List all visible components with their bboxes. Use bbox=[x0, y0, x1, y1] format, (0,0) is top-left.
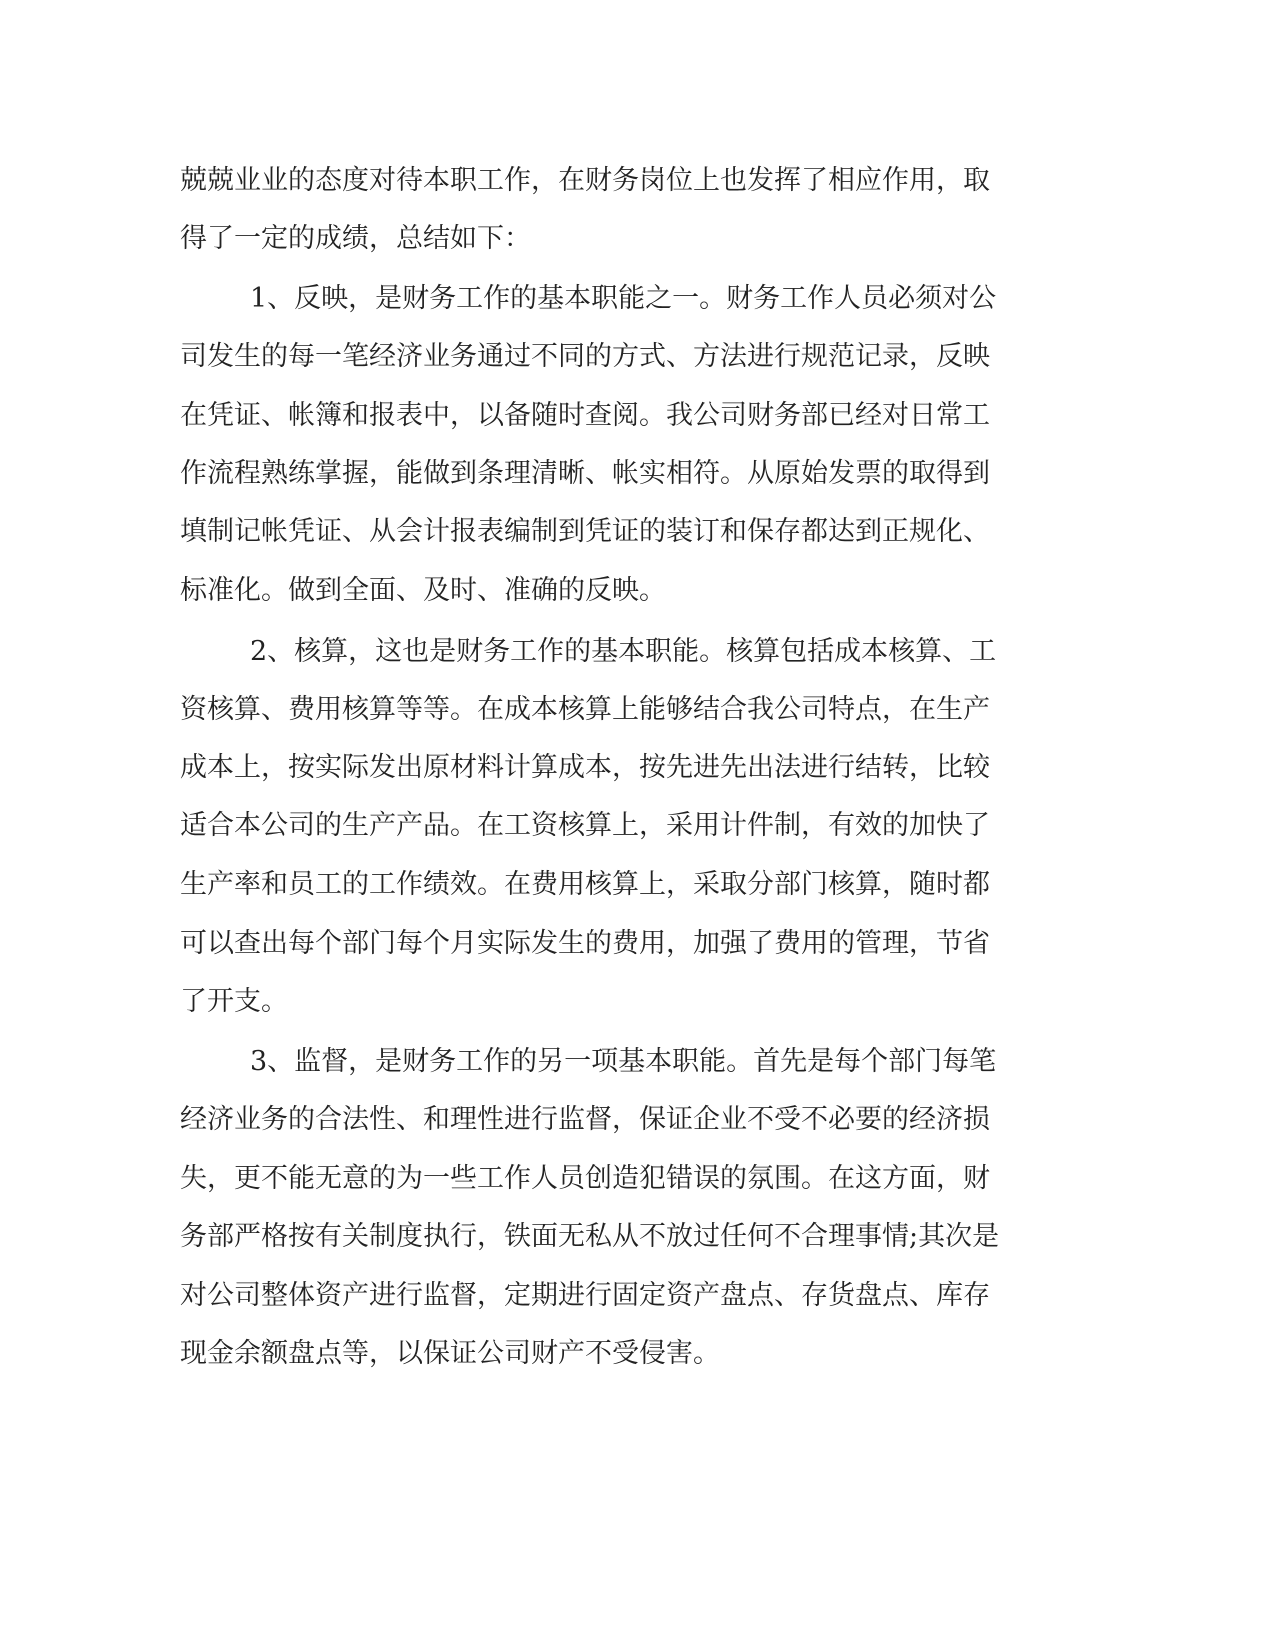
text-line: 在凭证、帐簿和报表中，以备随时查阅。我公司财务部已经对日常工 bbox=[180, 400, 990, 431]
text-line: 兢兢业业的态度对待本职工作，在财务岗位上也发挥了相应作用，取 bbox=[180, 165, 990, 196]
text-line: 3、监督，是财务工作的另一项基本职能。首先是每个部门每笔 bbox=[250, 1046, 997, 1077]
text-line: 生产率和员工的工作绩效。在费用核算上，采取分部门核算，随时都 bbox=[180, 869, 990, 900]
text-line: 司发生的每一笔经济业务通过不同的方式、方法进行规范记录，反映 bbox=[180, 341, 990, 372]
text-line: 成本上，按实际发出原材料计算成本，按先进先出法进行结转，比较 bbox=[180, 752, 990, 783]
text-line: 现金余额盘点等，以保证公司财产不受侵害。 bbox=[180, 1338, 720, 1369]
text-line: 适合本公司的生产产品。在工资核算上，采用计件制，有效的加快了 bbox=[180, 810, 990, 841]
text-line: 可以查出每个部门每个月实际发生的费用，加强了费用的管理，节省 bbox=[180, 928, 990, 959]
text-line: 得了一定的成绩，总结如下： bbox=[180, 223, 531, 254]
text-line: 经济业务的合法性、和理性进行监督，保证企业不受不必要的经济损 bbox=[180, 1104, 990, 1135]
text-line: 标准化。做到全面、及时、准确的反映。 bbox=[180, 575, 666, 606]
text-line: 2、核算，这也是财务工作的基本职能。核算包括成本核算、工 bbox=[250, 636, 997, 667]
text-line: 1、反映，是财务工作的基本职能之一。财务工作人员必须对公 bbox=[250, 283, 997, 314]
text-line: 资核算、费用核算等等。在成本核算上能够结合我公司特点，在生产 bbox=[180, 694, 990, 725]
text-line: 对公司整体资产进行监督，定期进行固定资产盘点、存货盘点、库存 bbox=[180, 1280, 990, 1311]
text-line: 填制记帐凭证、从会计报表编制到凭证的装订和保存都达到正规化、 bbox=[180, 516, 990, 547]
text-line: 务部严格按有关制度执行，铁面无私从不放过任何不合理事情;其次是 bbox=[180, 1221, 1000, 1252]
text-line: 作流程熟练掌握，能做到条理清晰、帐实相符。从原始发票的取得到 bbox=[180, 458, 990, 489]
text-line: 失，更不能无意的为一些工作人员创造犯错误的氛围。在这方面，财 bbox=[180, 1163, 990, 1194]
text-line: 了开支。 bbox=[180, 986, 288, 1017]
